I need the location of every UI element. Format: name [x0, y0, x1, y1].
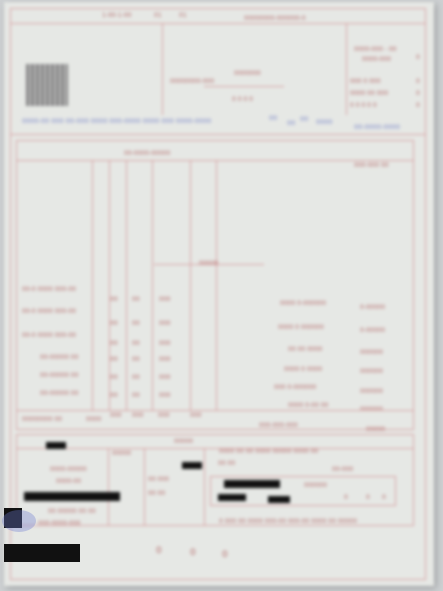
table-footer-left: 00000000 00 [22, 416, 63, 423]
row-c1: 00 [110, 356, 118, 363]
blue-ink-mark-icon [2, 510, 36, 532]
bottom-left-meta: 000-0000-000 [38, 520, 81, 527]
table-col-line-1 [92, 160, 93, 410]
right-label-1: 0000-000 - 00 [354, 46, 397, 53]
info-rule [10, 134, 426, 135]
info-mark-1: 00 [269, 114, 278, 122]
row-c1: 00 [110, 340, 118, 347]
row-c1: 00 [110, 296, 118, 303]
row-c1: 00 [110, 374, 118, 381]
row-c2: 00 [132, 296, 140, 303]
row-amount: 0-00000 [360, 327, 386, 334]
doc-sub: 0 0 0 0 [232, 96, 253, 103]
table-col-header-2: 000-000 00 [354, 162, 389, 169]
row-c3: 000 [159, 392, 171, 399]
boxed-mark-2: 0 [366, 494, 370, 501]
info-line-text: 0000-00 000 00-000 0000 000-0000 0000 000 0000-0000 [22, 117, 212, 125]
bottom-title-rule [16, 448, 414, 449]
row-desc: 00 00 0000 [288, 346, 323, 353]
info-right-code: 00-0000-0000 [354, 123, 401, 131]
bottom-right-label-3: 00-000 [332, 466, 354, 473]
row-desc: 0000 0-00 00 [288, 402, 329, 409]
row-c3: 000 [159, 374, 171, 381]
doc-title: 0000000 [234, 70, 261, 77]
document-sheet [4, 2, 434, 586]
bottom-right-label-2: 00 00 [218, 460, 236, 467]
row-label: 00-00000 00 [40, 390, 79, 397]
row-label: 00-0 0000 000-00 [22, 308, 76, 315]
qr-code-icon [26, 64, 68, 106]
row-c3: 000 [159, 296, 171, 303]
right-mark-2: 0 [416, 78, 420, 85]
row-desc: 0000 0 000000 [278, 324, 324, 331]
table-header-rule [16, 160, 414, 161]
table-footer-col-4: 000 [158, 412, 170, 419]
row-c3: 000 [159, 340, 171, 347]
bottom-stamp-line: 0 000 00 0000 000-00 000-00 0000 00 00000 [219, 518, 357, 525]
table-footer-amount: 00000 [366, 426, 386, 433]
right-label-3: 000 0 000 [350, 78, 381, 85]
redaction-bar [24, 492, 120, 501]
table-footer-col-3: 000 [132, 412, 144, 419]
header-divider-1 [162, 23, 163, 115]
bottom-mid-label-1: 00000 [112, 450, 132, 457]
row-amount: 000000 [360, 349, 383, 356]
header-top-center-3: 01 [179, 12, 187, 19]
bottom-right-label-1: 0000 00 00 0000 00000 0000 00 [219, 448, 319, 455]
table-divider-label: 00000 [199, 260, 219, 267]
row-label: 00-00000 00 [40, 372, 79, 379]
bottom-mid-label-2: 00 000 [148, 476, 169, 483]
bottom-left-label-1: 0000-00000 [50, 466, 87, 473]
redaction-bar [268, 496, 290, 503]
table-col-header-1: 00-0000-00000 [124, 150, 171, 157]
bottom-left-label-2: 0000-00 [56, 478, 82, 485]
row-c2: 00 [132, 374, 140, 381]
table-col-line-5 [190, 160, 191, 410]
row-c3: 000 [159, 356, 171, 363]
bottom-divider-2 [144, 448, 145, 526]
bottom-left-label-3: 00 00000 00 00 [48, 508, 96, 515]
info-mark-2: 00 [287, 119, 296, 127]
bottom-right-label-4: 000000 [304, 482, 327, 489]
redaction-bar [218, 494, 246, 501]
row-amount: 000000 [360, 368, 383, 375]
row-c2: 00 [132, 356, 140, 363]
bottom-divider-3 [204, 448, 205, 526]
header-top-center-1: 1-00-1-00 [102, 12, 132, 19]
redaction-bar [224, 480, 280, 488]
row-desc: 0000 0-000000 [280, 300, 327, 307]
header-divider-2 [346, 23, 347, 115]
doc-code: 00000000-000 [170, 78, 215, 85]
table-col-line-6 [216, 160, 217, 410]
right-label-2: 0000-000 [362, 56, 391, 63]
table-col-line-4 [152, 160, 153, 410]
right-label-5: 0 0 0 0 0 [350, 102, 377, 109]
table-footer-rule [16, 410, 414, 411]
main-table-frame [16, 140, 414, 430]
right-mark-3: 0 [416, 90, 420, 97]
info-mark-3: 00 [300, 115, 309, 123]
right-label-4: 0000 00 000 [350, 90, 389, 97]
title-rule [204, 86, 284, 87]
header-top-right: 00000000-000000-0 [244, 15, 306, 22]
signature-char-2: 0 [190, 548, 196, 558]
right-mark-1: 0 [416, 54, 420, 61]
header-rule [10, 23, 426, 24]
row-desc: 000 0-000000 [274, 384, 317, 391]
bottom-section-title: 00000 [174, 438, 194, 445]
header-top-center-2: 01 [154, 12, 162, 19]
right-mark-4: 0 [416, 102, 420, 109]
table-footer-col-1: 0000 [86, 416, 102, 423]
row-c2: 00 [132, 392, 140, 399]
redaction-bar [182, 462, 202, 469]
signature-char-3: 0 [222, 550, 228, 560]
row-amount: 0-00000 [360, 304, 386, 311]
boxed-mark-3: 0 [382, 494, 386, 501]
row-label: 00-00000 00 [40, 354, 79, 361]
bottom-mid-label-3: 00 00 [148, 490, 166, 497]
row-c2: 00 [132, 340, 140, 347]
row-amount: 000000 [360, 388, 383, 395]
info-code: 0000 [316, 118, 333, 126]
row-label: 00-0 0000 000-00 [22, 332, 76, 339]
table-footer-col-2: 000 [110, 412, 122, 419]
table-col-line-2 [109, 160, 110, 410]
row-c1: 00 [110, 392, 118, 399]
row-desc: 0000 0 0000 [284, 366, 323, 373]
table-footer-col-5: 000 [190, 412, 202, 419]
boxed-mark-1: 0 [344, 494, 348, 501]
table-col-line-3 [126, 160, 127, 410]
row-c2: 00 [132, 320, 140, 327]
redaction-bar [4, 544, 80, 562]
bottom-divider-1 [108, 448, 109, 526]
row-c3: 000 [159, 320, 171, 327]
signature-char-1: 0 [156, 546, 162, 556]
row-c1: 00 [110, 320, 118, 327]
redaction-bar [46, 442, 66, 449]
row-label: 00-0 0000 000-00 [22, 286, 76, 293]
table-footer-right: 000-000-000 [259, 422, 298, 429]
